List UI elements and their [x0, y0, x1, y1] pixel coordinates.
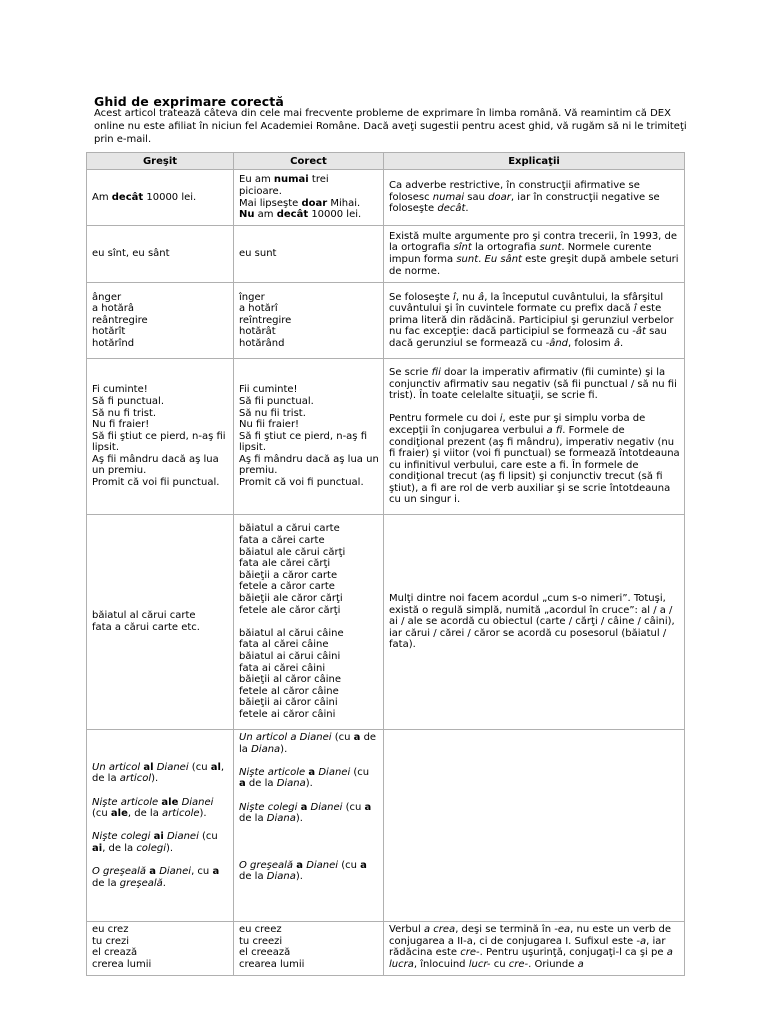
- table-row: [87, 170, 685, 226]
- cell-explanation: [384, 730, 685, 922]
- header-wrong: Greşit: [87, 153, 234, 170]
- cell-correct: băiatul a cărui carte fata a cărei carte băiatul ale cărui cărţi fata ale cărei cărţi băieţii a căror carte fetele a căror carte băieţii ale căror cărţi fetele ale căror cărţi băiatul al cărui câine fata al cărei câine băiatul ai cărui câini fata ai cărei câini băieţii al căror câine fetele al căror câine băieţii ai căror câini fetele ai căror câini: [234, 515, 384, 730]
- table-row: [87, 730, 685, 922]
- cell-correct: Un articol a Dianei (cu a de la Diana). Nişte articole a Dianei (cu a de la Diana). Nişte colegi a Dianei (cu a de la Diana). O greşeală a Dianei (cu a de la Diana).: [234, 730, 384, 922]
- intro-paragraph: Acest articol tratează câteva din cele mai frecvente probleme de exprimare în limba română. Vă reamintim că DEX online nu este afiliat în niciun fel Academiei Române. Dacă aveţi sugestii pentru acest ghid, vă rugăm să ni le trimiteţi prin e-mail.: [94, 108, 687, 145]
- guide-table: [86, 152, 685, 976]
- cell-correct: Fii cuminte! Să fii punctual. Să nu fii trist. Nu fii fraier! Să fi ştiut ce pierd, n-aş fi lipsit. Aş fi mândru dacă aş lua un premiu. Promit că voi fi punctual.: [234, 359, 384, 515]
- page-title: Ghid de exprimare corectă: [94, 94, 284, 109]
- table-row: [87, 226, 685, 283]
- cell-explanation: Mulţi dintre noi facem acordul „cum s-o nimeri”. Totuşi, există o regulă simplă, numită „acordul în cruce”: al / a / ai / ale se acordă cu obiectul (carte / cărţi / câine / câini), iar cărui / cărei / căror se acordă cu posesorul (băiatul / fata).: [384, 515, 685, 730]
- cell-explanation: Ca adverbe restrictive, în construcţii afirmative se folosesc numai sau doar, iar în construcţii negative se foloseşte decât.: [384, 170, 685, 226]
- cell-wrong: Un articol al Dianei (cu al, de la articol). Nişte articole ale Dianei (cu ale, de la articole). Nişte colegi ai Dianei (cu ai, de la colegi). O greşeală a Dianei, cu a de la greşeală.: [87, 730, 234, 922]
- cell-explanation: Se scrie fii doar la imperativ afirmativ (fii cuminte) şi la conjunctiv afirmativ sau negativ (să fii punctual / să nu fii trist). În toate celelalte situaţii, se scrie fi. Pentru formele cu doi i, este pur şi simplu vorba de excepţii în conjugarea verbului a fi. Formele de condiţional prezent (aş fi mândru), imperativ negativ (nu fi fraier) şi viitor (voi fi punctual) se formează întotdeauna cu infinitivul verbului, care este a fi. În formele de condiţional trecut (aş fi lipsit) şi conjunctiv trecut (să fi ştiut), a fi are rol de verb auxiliar şi se scrie întotdeauna cu un singur i.: [384, 359, 685, 515]
- table-row: [87, 922, 685, 976]
- cell-wrong: eu crez tu crezi el crează crerea lumii: [87, 922, 234, 976]
- cell-correct: eu creez tu creezi el creează crearea lumii: [234, 922, 384, 976]
- table-row: [87, 359, 685, 515]
- header-explanation: Explicaţii: [384, 153, 685, 170]
- table-header-row: [87, 153, 685, 170]
- cell-correct: eu sunt: [234, 226, 384, 283]
- cell-wrong: Am decât 10000 lei.: [87, 170, 234, 226]
- cell-wrong: ânger a hotărâ reântregire hotărît hotărînd: [87, 283, 234, 359]
- cell-wrong: eu sînt, eu sânt: [87, 226, 234, 283]
- table-row: [87, 515, 685, 730]
- cell-explanation: Se foloseşte î, nu â, la începutul cuvântului, la sfârşitul cuvântului şi în cuvintele formate cu prefix dacă î este prima literă din rădăcină. Participiul şi gerunziul verbelor nu fac excepţie: dacă participiul se formează cu -ât sau dacă gerunziul se formează cu -ând, folosim â.: [384, 283, 685, 359]
- table-row: [87, 283, 685, 359]
- cell-explanation: Verbul a crea, deşi se termină în -ea, nu este un verb de conjugarea a II-a, ci de conjugarea I. Sufixul este -a, iar rădăcina este cre-. Pentru uşurinţă, conjugaţi-l ca şi pe a lucra, înlocuind lucr- cu cre-. Oriunde a: [384, 922, 685, 976]
- cell-correct: Eu am numai trei picioare. Mai lipseşte doar Mihai. Nu am decât 10000 lei.: [234, 170, 384, 226]
- cell-explanation: Există multe argumente pro şi contra trecerii, în 1993, de la ortografia sînt la ortografia sunt. Normele curente impun forma sunt. Eu sânt este greşit după ambele seturi de norme.: [384, 226, 685, 283]
- header-correct: Corect: [234, 153, 384, 170]
- cell-wrong: Fi cuminte! Să fi punctual. Să nu fi trist. Nu fi fraier! Să fii ştiut ce pierd, n-aş fii lipsit. Aş fii mândru dacă aş lua un premiu. Promit că voi fii punctual.: [87, 359, 234, 515]
- cell-wrong: băiatul al cărui carte fata a cărui carte etc.: [87, 515, 234, 730]
- cell-correct: înger a hotărî reîntregire hotărât hotărând: [234, 283, 384, 359]
